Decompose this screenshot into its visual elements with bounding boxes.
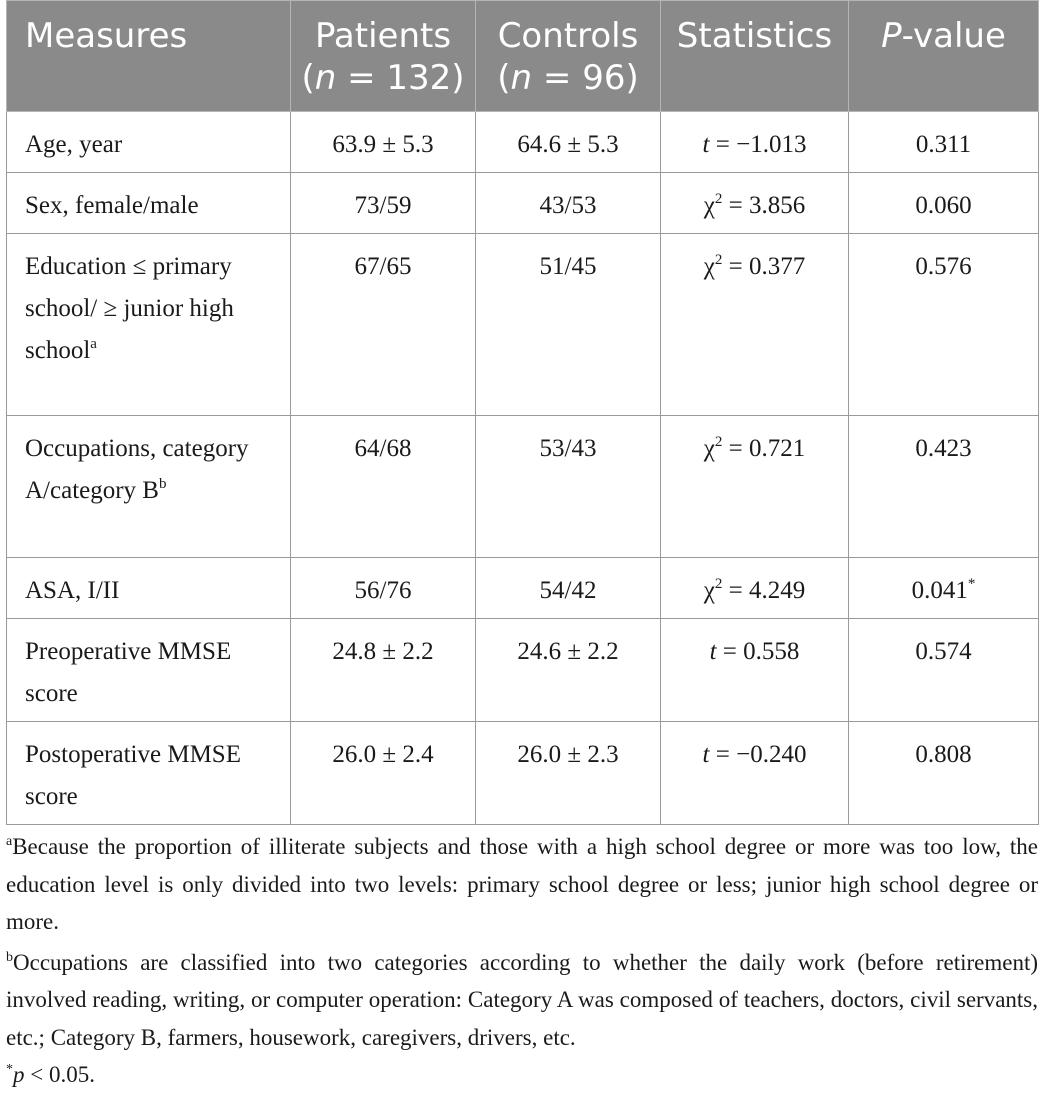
footnote-star-text: < 0.05. (24, 1062, 95, 1087)
stat-value: = 0.377 (722, 253, 806, 280)
footnote-ref-a: a (90, 336, 97, 352)
cell-controls: 51/45 (476, 234, 661, 416)
stat-symbol: χ (703, 435, 715, 462)
footnote-b-text: Occupations are classified into two categories according to whether the daily work (before retirement) involved reading, writing, or computer operation: Category A was composed of teachers, doctors, civil servants, etc.; Category B, farmers, housework, caregivers, drivers, etc. (6, 949, 1038, 1050)
header-statistics-label: Statistics (676, 16, 833, 56)
header-patients-n: n (314, 58, 337, 98)
cell-measure (7, 234, 291, 416)
header-controls-count: = 96) (532, 58, 639, 98)
footnote-a-mark: a (6, 834, 13, 849)
cell-patients: 67/65 (291, 234, 476, 416)
header-patients-count: = 132) (336, 58, 465, 98)
stat-value: = −1.013 (709, 131, 807, 158)
demographics-table (6, 0, 1039, 825)
table-row (7, 173, 1039, 234)
stat-symbol: χ (703, 577, 715, 604)
stat-value: = 3.856 (722, 192, 806, 219)
stat-symbol: t (702, 741, 710, 768)
pvalue-text: 0.041 (911, 577, 968, 604)
footnote-b-mark: b (6, 949, 13, 965)
cell-statistics (661, 112, 849, 173)
stat-value: = 4.249 (722, 577, 806, 604)
chi-superscript: 2 (714, 576, 723, 592)
measure-label: ASA, I/II (25, 577, 120, 604)
cell-measure (7, 173, 291, 234)
cell-measure (7, 558, 291, 619)
footnote-a-text: Because the proportion of illiterate subjects and those with a high school degree or more was too low, the education level is only divided into two levels: primary school degree or less; junior high school degree or more. (6, 834, 1038, 934)
table-row (7, 619, 1039, 722)
header-statistics (661, 1, 849, 112)
cell-controls: 26.0 ± 2.3 (476, 722, 661, 825)
footnote-b (6, 944, 1038, 1094)
stat-value: = 0.558 (716, 638, 800, 665)
stat-symbol: χ (703, 192, 715, 219)
cell-controls: 54/42 (476, 558, 661, 619)
measure-label: Age, year (25, 131, 123, 158)
stat-symbol: t (709, 638, 717, 665)
table-row (7, 234, 1039, 416)
cell-patients: 73/59 (291, 173, 476, 234)
header-controls-label: Controls (497, 16, 639, 56)
stat-value: = −0.240 (709, 741, 807, 768)
cell-measure (7, 416, 291, 558)
measure-label: Occupations, category A/category B (25, 435, 249, 504)
table-row (7, 722, 1039, 825)
header-patients-label: Patients (314, 16, 452, 56)
chi-superscript: 2 (714, 191, 723, 207)
stat-symbol: χ (703, 253, 715, 280)
header-controls-n: n (510, 58, 533, 98)
chi-superscript: 2 (714, 434, 723, 450)
cell-statistics (661, 558, 849, 619)
chi-superscript: 2 (714, 252, 723, 268)
footnote-star-mark: * (6, 1062, 13, 1077)
cell-patients: 24.8 ± 2.2 (291, 619, 476, 722)
header-measures-label: Measures (25, 16, 188, 56)
measure-label: Postoperative MMSE score (25, 741, 241, 810)
header-pvalue (849, 1, 1039, 112)
table-row (7, 416, 1039, 558)
cell-controls: 43/53 (476, 173, 661, 234)
cell-measure (7, 619, 291, 722)
cell-statistics (661, 619, 849, 722)
cell-pvalue (849, 558, 1039, 619)
header-pvalue-p: P (881, 16, 902, 56)
cell-pvalue: 0.576 (849, 234, 1039, 416)
table-footnotes (6, 828, 1038, 1097)
cell-controls: 64.6 ± 5.3 (476, 112, 661, 173)
table-container (6, 0, 1038, 825)
measure-label: Education ≤ primary school/ ≥ junior high school (25, 253, 234, 364)
measure-label: Preoperative MMSE score (25, 638, 232, 707)
cell-controls: 24.6 ± 2.2 (476, 619, 661, 722)
header-controls: Controls (n = 96) (476, 1, 661, 112)
cell-measure (7, 112, 291, 173)
stat-symbol: t (702, 131, 710, 158)
cell-measure (7, 722, 291, 825)
header-row (7, 1, 1039, 112)
cell-controls: 53/43 (476, 416, 661, 558)
measure-label: Sex, female/male (25, 192, 199, 219)
cell-pvalue: 0.311 (849, 112, 1039, 173)
cell-patients: 26.0 ± 2.4 (291, 722, 476, 825)
cell-patients: 63.9 ± 5.3 (291, 112, 476, 173)
cell-patients: 64/68 (291, 416, 476, 558)
table-row (7, 558, 1039, 619)
cell-pvalue: 0.574 (849, 619, 1039, 722)
table-row (7, 112, 1039, 173)
header-pvalue-label: -value (901, 16, 1006, 56)
cell-statistics (661, 234, 849, 416)
cell-pvalue: 0.423 (849, 416, 1039, 558)
cell-pvalue: 0.808 (849, 722, 1039, 825)
footnote-ref-b: b (158, 476, 167, 492)
cell-statistics (661, 173, 849, 234)
footnote-star-p: p (13, 1062, 25, 1087)
significance-star: * (967, 576, 976, 592)
footnote-a (6, 828, 1038, 941)
cell-pvalue: 0.060 (849, 173, 1039, 234)
cell-statistics (661, 722, 849, 825)
stat-value: = 0.721 (722, 435, 806, 462)
header-measures (7, 1, 291, 112)
cell-patients: 56/76 (291, 558, 476, 619)
header-patients: Patients (n = 132) (291, 1, 476, 112)
cell-statistics (661, 416, 849, 558)
